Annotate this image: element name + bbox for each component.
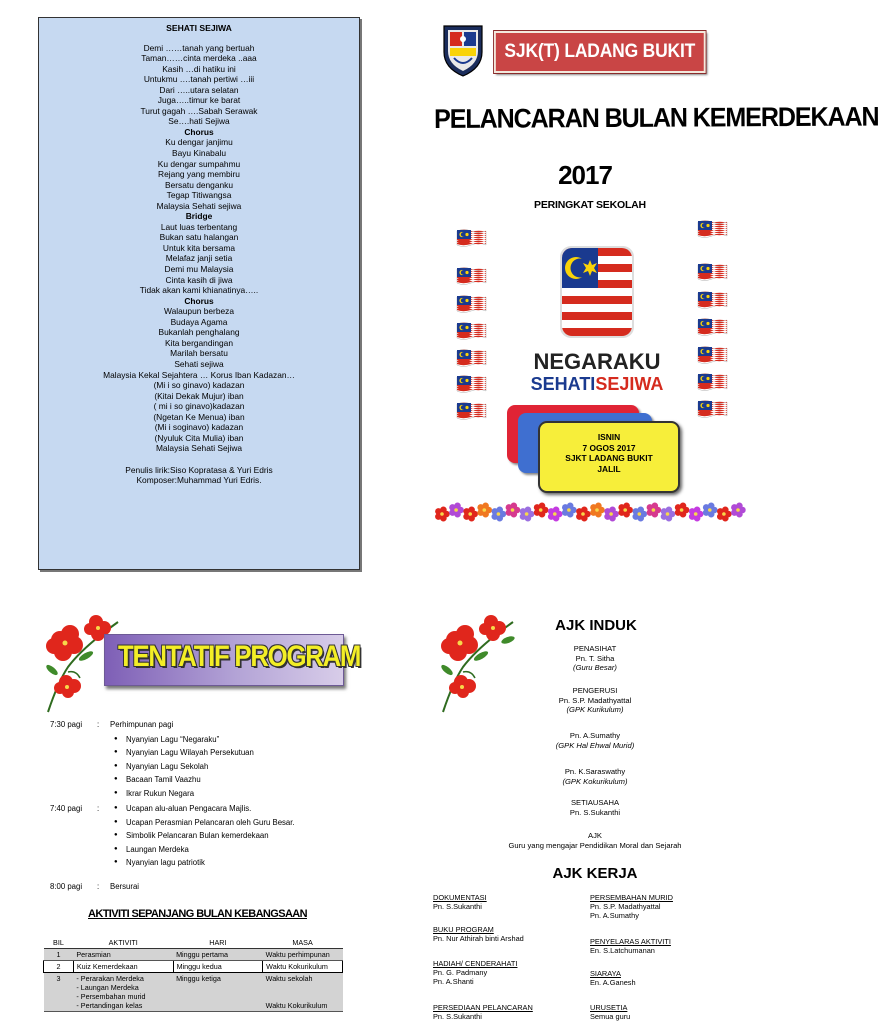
song-line: Malaysia Sehati sejiwa (156, 200, 242, 211)
song-line: Laut luas terbentang (160, 221, 238, 232)
table-row (44, 949, 343, 961)
task-heading: BUKU PROGRAM (433, 925, 494, 934)
schedule-text: Perhimpunan pagi (110, 720, 174, 729)
schedule-time: 7:40 pagi (50, 804, 83, 813)
col-header-masa: MASA (263, 937, 343, 949)
composer-credit: Komposer:Muhammad Yuri Edris. (136, 475, 262, 486)
song-line: Demi mu Malaysia (164, 264, 234, 275)
song-line: Bukan satu halangan (159, 232, 239, 243)
task-group (433, 959, 593, 986)
malaysia-flag-icon (697, 262, 728, 281)
schedule-item: ● Ikrar Rukun Negara (126, 787, 194, 801)
schedule-item: ● Nyanyian Lagu Sekolah (126, 760, 208, 774)
member-note: (GPK Kokurikulum) (562, 776, 628, 786)
song-line: Demi ……tanah yang bertuah (143, 42, 255, 53)
cell-bil: 2 (44, 961, 74, 973)
song-line: Tegap Titiwangsa (166, 190, 232, 201)
activity-section-title: AKTIVITI SEPANJANG BULAN KEBANGSAAN (88, 908, 307, 920)
activity-table (43, 937, 343, 1012)
task-heading: PERSEMBAHAN MURID (590, 893, 673, 902)
task-member: Pn. S.Sukanthi (433, 902, 482, 911)
schedule-item: ● Ucapan alu-aluan Pengacara Majlis. (126, 802, 251, 816)
ajk-induk-title: AJK INDUK (555, 617, 637, 634)
malaysia-flag-icon (456, 266, 487, 285)
task-heading: SIARAYA (590, 969, 621, 978)
cell-aktiviti: - Perarakan Merdeka - Laungan Merdeka - Persembahan murid - Pertandingan kelas (73, 973, 173, 1012)
table-row (44, 973, 343, 1012)
song-line: Tidak akan kami khianatinya….. (139, 285, 259, 296)
cell-bil: 3 (44, 973, 74, 1012)
launch-title: PELANCARAN BULAN KEMERDEKAAN (434, 101, 879, 134)
malaysia-flag-icon (697, 345, 728, 364)
song-title: SEHATI SEJIWA (166, 23, 232, 33)
committee-member (480, 731, 710, 750)
schedule-item: ● Nyanyian Lagu “Negaraku” (126, 733, 219, 747)
member-role: AJK (588, 831, 602, 840)
song-line: Kita bergandingan (165, 337, 233, 348)
song-line: Juga…..timur ke barat (157, 95, 241, 106)
member-role: SETIAUSAHA (570, 798, 620, 807)
task-heading: URUSETIA (590, 1003, 628, 1012)
malaysia-flag-icon (697, 399, 728, 418)
member-role: PENGERUSI (572, 686, 618, 695)
member-note: (GPK Hal Ehwal Murid) (555, 740, 635, 750)
member-name: Pn. A.Sumathy (569, 731, 621, 740)
task-member: Semua guru (590, 1012, 631, 1021)
task-group (433, 925, 593, 943)
col-header-hari: HARI (173, 937, 263, 949)
schedule-item: ● Simbolik Pelancaran Bulan kemerdekaan (126, 829, 269, 843)
malaysia-flag-icon (456, 321, 487, 340)
song-line: Bersatu denganku (165, 179, 233, 190)
cell-hari: Minggu pertama (173, 949, 263, 961)
cell-aktiviti: Kuiz Kemerdekaan (73, 961, 173, 973)
logo-sehati-word: SEHATI (530, 374, 596, 394)
malaysia-flag-icon (697, 290, 728, 309)
cell-masa: Waktu sekolah Waktu Kokurikulum (263, 973, 343, 1012)
task-heading: PERSEDIAAN PELANCARAN (433, 1003, 533, 1012)
committee-member (480, 831, 710, 850)
task-member: Pn. Nur Athirah binti Arshad (433, 934, 524, 943)
song-line: Dari …..utara selatan (159, 84, 239, 95)
committee-member (480, 767, 710, 786)
schedule-colon: : (97, 804, 100, 813)
song-line: Rejang yang membiru (158, 169, 240, 180)
member-name: Pn. S.P. Madathyattal (558, 695, 632, 705)
table-header-row (44, 937, 343, 949)
cell-bil: 1 (44, 949, 74, 961)
song-line: Kasih …di hatiku ini (162, 63, 236, 74)
member-name: Guru yang mengajar Pendidikan Moral dan Sejarah (508, 840, 682, 850)
member-note: (GPK Kurikulum) (566, 705, 624, 714)
event-level: PERINGKAT SEKOLAH (534, 199, 646, 211)
song-line: Bayu Kinabalu (171, 148, 226, 159)
song-line: (Mi i so ginavo) kadazan (153, 380, 245, 391)
table-row (44, 961, 343, 973)
task-member: Pn. A.Shanti (433, 977, 474, 986)
song-line: Bukanlah penghalang (158, 327, 240, 338)
malaysia-flag-icon (456, 228, 487, 247)
schedule-item: ● Nyanyian Lagu Wilayah Persekutuan (126, 746, 254, 760)
song-line: Malaysia Sehati Sejiwa (155, 443, 243, 454)
schedule-item: ● Ucapan Perasmian Pelancaran oleh Guru Besar. (126, 816, 295, 830)
activity-table-body (44, 949, 343, 1012)
schedule-text: Bersurai (110, 881, 140, 891)
event-venue: SJKT LADANG BUKIT JALIL (565, 453, 653, 474)
member-name: Pn. K.Saraswathy (564, 767, 626, 776)
task-heading: PENYELARAS AKTIVITI (590, 937, 671, 946)
col-header-bil: BIL (44, 937, 74, 949)
song-line: (Mi i soginavo) kadazan (154, 422, 244, 433)
task-group (590, 893, 750, 920)
logo-negaraku-text: NEGARAKU (533, 349, 661, 374)
flower-border-decoration (434, 497, 746, 527)
song-line: Walaupun berbeza (164, 306, 234, 317)
ajk-kerja-title: AJK KERJA (552, 865, 638, 882)
cell-masa: Waktu Kokurikulum (263, 961, 343, 973)
song-line: Ku dengar sumpahmu (157, 158, 241, 169)
cell-aktiviti: Perasmian (73, 949, 173, 961)
task-group (433, 1003, 593, 1021)
schedule-item: ● Bacaan Tamil Vaazhu (126, 773, 201, 787)
schedule-colon: : (97, 881, 100, 891)
song-section-heading: Chorus (184, 295, 214, 306)
task-heading: HADIAH/ CENDERAHATI (433, 959, 518, 968)
malaysia-flag-icon (456, 294, 487, 313)
logo-sejiwa-word: SEJIWA (595, 374, 664, 394)
committee-member (480, 644, 710, 673)
song-line: Marilah bersatu (170, 348, 228, 359)
song-line: (Nyuluk Cita Mulia) iban (154, 432, 244, 443)
committee-member (480, 798, 710, 817)
song-line: Se….hati Sejiwa (168, 116, 230, 127)
task-heading: DOKUMENTASI (433, 893, 487, 902)
task-member: Pn. S.P. Madathyattal (590, 902, 661, 911)
task-member: Pn. A.Sumathy (590, 911, 639, 920)
col-header-aktiviti: AKTIVITI (73, 937, 173, 949)
song-line: Malaysia Kekal Sejahtera … Korus Iban Kadazan… (103, 369, 295, 380)
event-info-box (538, 421, 680, 493)
song-line: Taman……cinta merdeka ..aaa (141, 53, 257, 64)
launch-year: 2017 (558, 160, 612, 190)
malaysia-flag-icon (456, 348, 487, 367)
lyricist-credit: Penulis lirik:Siso Kopratasa & Yuri Edris (125, 464, 273, 475)
schedule-item: ● Laungan Merdeka (126, 843, 189, 857)
event-date: 7 OGOS 2017 (582, 442, 636, 453)
malaysia-flag-icon (456, 401, 487, 420)
schedule-time: 7:30 pagi (50, 720, 83, 729)
task-group (433, 893, 593, 911)
task-group (590, 969, 750, 987)
cell-masa: Waktu perhimpunan (263, 949, 343, 961)
malaysia-flag-icon (697, 372, 728, 391)
song-line: Sehati sejiwa (174, 358, 224, 369)
program-title: TENTATIF PROGRAM (118, 640, 361, 673)
song-section-heading: Chorus (184, 126, 214, 137)
song-line: Melafaz janji setia (165, 253, 233, 264)
school-crest-logo (440, 22, 486, 78)
cell-hari: Minggu kedua (173, 961, 263, 973)
song-line: Untuk kita bersama (162, 242, 236, 253)
song-lines (39, 43, 359, 454)
committee-member (480, 686, 710, 715)
task-member: Pn. S.Sukanthi (433, 1012, 482, 1021)
song-section-heading: Bridge (185, 211, 213, 222)
cell-hari: Minggu ketiga (173, 973, 263, 1012)
song-line: Cinta kasih di jiwa (165, 274, 233, 285)
song-line: (Ngetan Ke Menua) iban (153, 411, 245, 422)
member-note: (Guru Besar) (573, 663, 617, 672)
member-name: Pn. T. Sitha (575, 653, 615, 663)
song-line: Turut gagah ….Sabah Serawak (140, 105, 258, 116)
task-member: En. A.Ganesh (590, 978, 636, 987)
task-member: Pn. G. Padmany (433, 968, 488, 977)
schedule-colon: : (97, 720, 100, 729)
logo-sehati-sejiwa-text (531, 374, 664, 394)
song-credits (39, 465, 359, 486)
schedule-time: 8:00 pagi (50, 881, 83, 891)
task-group (590, 937, 750, 955)
task-group (590, 1003, 750, 1021)
task-member: En. S.Latchumanan (590, 946, 655, 955)
song-lyrics-panel (38, 17, 360, 570)
song-line: Ku dengar janjimu (165, 137, 233, 148)
negaraku-sehati-sejiwa-logo (512, 232, 682, 400)
event-day: ISNIN (597, 432, 621, 442)
malaysia-flag-icon (697, 219, 728, 238)
schedule-item: ● Nyanyian lagu patriotik (126, 856, 205, 870)
song-line: ( mi i so ginavo)kadazan (153, 401, 245, 412)
school-name-banner: SJK(T) LADANG BUKIT JALIL (494, 31, 706, 73)
song-line: Budaya Agama (170, 316, 228, 327)
member-role: PENASIHAT (573, 644, 617, 653)
song-line: (Kitai Dekak Mujur) iban (154, 390, 244, 401)
malaysia-flag-icon (456, 374, 487, 393)
member-name: Pn. S.Sukanthi (569, 807, 621, 817)
song-line: Untukmu ….tanah pertiwi …iii (143, 74, 255, 85)
malaysia-flag-icon (697, 317, 728, 336)
